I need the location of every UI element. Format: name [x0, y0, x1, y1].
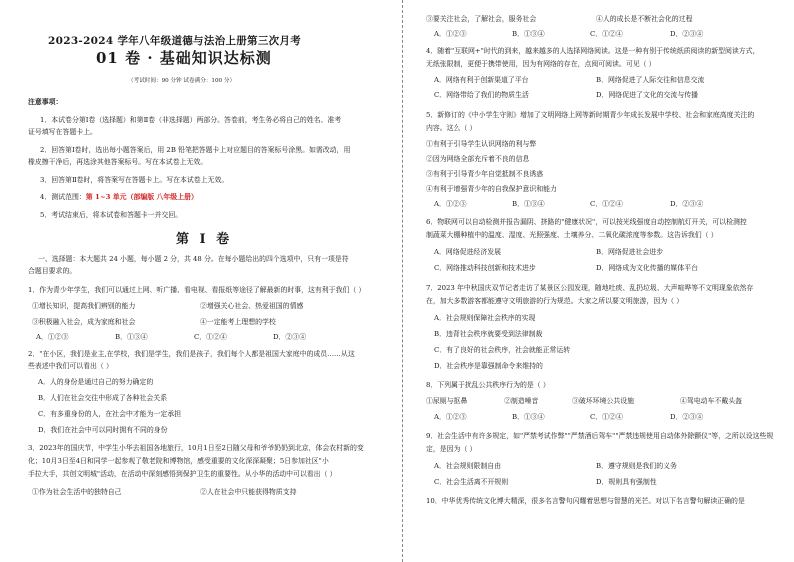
q7-option-b[interactable]: B．违背社会秩序就要受到法律制裁	[434, 330, 543, 338]
q1-option-b[interactable]: B．①③④	[115, 333, 148, 341]
exam-title: 2023-2024 学年八年级道德与法治上册第三次月考	[48, 35, 302, 47]
notice-scope: 4．测试范围：第 1~3 单元（部编版 八年级上册）	[40, 193, 198, 201]
q1-item: ②增强关心社会、热爱祖国的情感	[200, 302, 304, 310]
q5-option-c[interactable]: C．①②④	[590, 200, 623, 208]
exam-meta: （考试时间：90 分钟 试卷满分：100 分）	[128, 78, 236, 84]
q3-item: ①作为社会生活中的独特自己	[32, 488, 122, 496]
question-10: 10．中华优秀传统文化博大精深，很多名言警句闪耀着思想与智慧的光芒。对以下名言警句解读正确的是	[426, 497, 745, 505]
q5-option-b[interactable]: B．①③④	[512, 200, 545, 208]
q3-option-d[interactable]: D．②③④	[670, 30, 704, 38]
q5-item: ①有利于引导学生认识网络的利与弊	[426, 140, 537, 148]
q8-item: ②制造噪音	[504, 397, 539, 405]
q9-option-b[interactable]: B．遵守规则是我们的义务	[596, 462, 677, 470]
right-column	[420, 0, 794, 562]
q4-option-b[interactable]: B．网络促进了人际交往和信息交流	[596, 76, 705, 84]
q1-item: ①增长知识，提高我们辨别的能力	[32, 302, 136, 310]
q5-option-d[interactable]: D．②③④	[670, 200, 704, 208]
q4-option-c[interactable]: C．网络带给了我们的物质生活	[434, 91, 529, 99]
notice-line: 橡皮擦干净后，再选涂其他答案标号。写在本试卷上无效。	[28, 158, 208, 166]
question-7: 7．2023 年中秋国庆双节记者走访了某景区公园发现，随地吐痰、乱扔垃圾、大声喧哗等不文明现象依然存	[426, 284, 754, 292]
question-4: 无纸张限制，更便于携带使用，因为有网络的存在，点阅可阅读。可见（ ）	[426, 60, 656, 68]
part-one-heading: 第 Ⅰ 卷	[176, 232, 233, 247]
q3-option-a[interactable]: A．①②③	[434, 30, 467, 38]
question-2: 些表述中我们可以看出（ ）	[28, 362, 113, 370]
question-5: 5．新修订的《中小学生守则》增加了文明网络上网等新时期青少年成长发展中学校、社会和家庭高度关注的	[426, 111, 755, 119]
q5-item: ③有利于引导青少年自觉抵制不良诱惑	[426, 170, 544, 178]
question-4: 4．随着"互联网+"时代的到来，越来越多的人选择网络阅读。这是一种有别于传统纸质阅读的新型阅读方式，	[426, 47, 760, 55]
q8-item: ③破坏环境公共设施	[572, 397, 635, 405]
q3-item: ②人在社会中只能获得物质支持	[200, 488, 297, 496]
q3-item: ④人的成长是不断社会化的过程	[596, 15, 693, 23]
q9-option-d[interactable]: D．规则具有强制性	[596, 478, 657, 486]
q8-item: ④驾电动车不戴头盔	[680, 397, 743, 405]
q8-option-c[interactable]: C．①②④	[590, 413, 623, 421]
q7-option-a[interactable]: A．社会规则保障社会秩序的实现	[434, 314, 536, 322]
q2-option-d[interactable]: D．我们在社会中可以同时拥有不同的身份	[38, 426, 168, 434]
question-3: 3．2023年的国庆节，中学生小华去祖国各地旅行，10月1日至2日随父母和爷爷奶奶到北京，体会农村新的变	[28, 444, 364, 452]
column-divider	[402, 0, 416, 562]
notice-line: 2．回答第Ⅰ卷时，选出每小题答案后，用 2B 铅笔把答题卡上对应题目的答案标号涂黑。如需改动，用	[40, 146, 351, 154]
q7-option-c[interactable]: C．有了良好的社会秩序，社会就能正常运转	[434, 346, 571, 354]
scope-range: 第 1~3 单元（部编版 八年级上册）	[85, 193, 198, 201]
q6-option-a[interactable]: A．网络促进经济发展	[434, 248, 501, 256]
notice-line: 证号填写在答题卡上。	[28, 128, 97, 136]
notice-line: 1．本试卷分第Ⅰ卷（选择题）和第Ⅱ卷（非选择题）两部分。答卷前，考生务必将自己的姓名、准考	[40, 116, 342, 124]
q3-item: ③要关注社会，了解社会，服务社会	[426, 15, 537, 23]
q8-option-b[interactable]: B．①③④	[512, 413, 545, 421]
q5-item: ④有利于增强青少年的自我保护意识和能力	[426, 185, 557, 193]
question-8: 8．下列属于扰乱公共秩序行为的是（ ）	[426, 381, 550, 389]
q6-option-c[interactable]: C．网络推动科技创新和技术进步	[434, 264, 536, 272]
section-instruction: 一、选择题：本大题共 24 小题，每小题 2 分，共 48 分。在每小题给出的四个选项中，只有一项是符	[38, 255, 349, 263]
q8-option-d[interactable]: D．②③④	[670, 413, 704, 421]
question-6: 制蔬菜大棚种植中的温度、湿度、光照强度、土壤养分、二氧化碳浓度等参数。这告诉我们（ ）	[426, 231, 718, 239]
q4-option-a[interactable]: A．网络有利于创新渠道了平台	[434, 76, 529, 84]
q3-option-c[interactable]: C．①②④	[590, 30, 623, 38]
exam-subtitle: 01 卷 · 基础知识达标测	[96, 49, 272, 67]
q2-option-b[interactable]: B．人们在社会交往中形成了各种社会关系	[38, 394, 168, 402]
q3-option-b[interactable]: B．①③④	[512, 30, 545, 38]
q4-option-d[interactable]: D．网络促进了文化的交流与传播	[596, 91, 698, 99]
question-6: 6．物联网可以自动检测并报告漏阴、挤路的"健康状况"，可以按光线强度自动控制航灯开关，可以检测控	[426, 218, 747, 226]
q1-item: ③积极融入社会，成为家庭和社会	[32, 318, 136, 326]
q5-option-a[interactable]: A．①②③	[434, 200, 467, 208]
q7-option-d[interactable]: D．社会秩序是靠强制命令来维持的	[434, 362, 543, 370]
question-7: 在，加大多数游客都能遵守文明旅游的行为规范。大家之所以要文明旅游，因为（ ）	[426, 297, 684, 305]
q9-option-c[interactable]: C．社会生活离不开规则	[434, 478, 509, 486]
question-9: 定，是因为（ ）	[426, 445, 477, 453]
q9-option-a[interactable]: A．社会规则限制自由	[434, 462, 501, 470]
question-3: 化；10月3日至4日和同学一起参观了敬老院和博物馆，感受重要的文化深深凝聚；5日参加社区"小	[28, 457, 329, 465]
q1-option-c[interactable]: C．①②④	[194, 333, 227, 341]
notice-line: 3．回答第Ⅱ卷时，将答案写在答题卡上。写在本试卷上无效。	[40, 176, 229, 184]
q6-option-b[interactable]: B．网络促进社会进步	[596, 248, 664, 256]
q1-item: ④一定能考上理想的学校	[200, 318, 276, 326]
q1-option-d[interactable]: D．②③④	[273, 333, 307, 341]
question-5: 内容。这么（ ）	[426, 124, 477, 132]
q5-item: ②因为网络全部充斥着不良的信息	[426, 155, 530, 163]
notice-heading: 注意事项：	[28, 98, 63, 106]
q8-option-a[interactable]: A．①②③	[434, 413, 467, 421]
question-1: 1．作为青少年学生，我们可以通过上网、听广播、看电视、看报纸等途径了解最新的时事，这有利于我们（ ）	[28, 286, 366, 294]
section-instruction: 合题目要求的。	[28, 267, 77, 275]
q8-item: ①尿厕与抠鼻	[426, 397, 468, 405]
q1-option-a[interactable]: A．①②③	[36, 333, 69, 341]
question-3: 手拉大手，共创文明城"活动，在活动中深刻感悟到保护卫生的重要性。从小华的活动中可以看出（ ）	[28, 470, 337, 478]
q2-option-c[interactable]: C．有多重身份的人，在社会中才能为一定承担	[38, 410, 182, 418]
notice-line: 5．考试结束后，将本试卷和答题卡一并交回。	[40, 211, 183, 219]
q6-option-d[interactable]: D．网络成为文化传播的媒体平台	[596, 264, 698, 272]
question-9: 9．社会生活中有许多规定，如"严禁考试作弊""严禁酒后驾车""严禁违规使用自动体外除颤仪"等，之所以设这些规	[426, 432, 774, 440]
q2-option-a[interactable]: A．人的身份是通过自己的努力确定的	[38, 378, 154, 386]
question-2: 2．"在小区，我们是业主,在学校，我们是学生，我们是孩子，我们每个人都是祖国大家庭中的成员……从这	[28, 350, 355, 358]
